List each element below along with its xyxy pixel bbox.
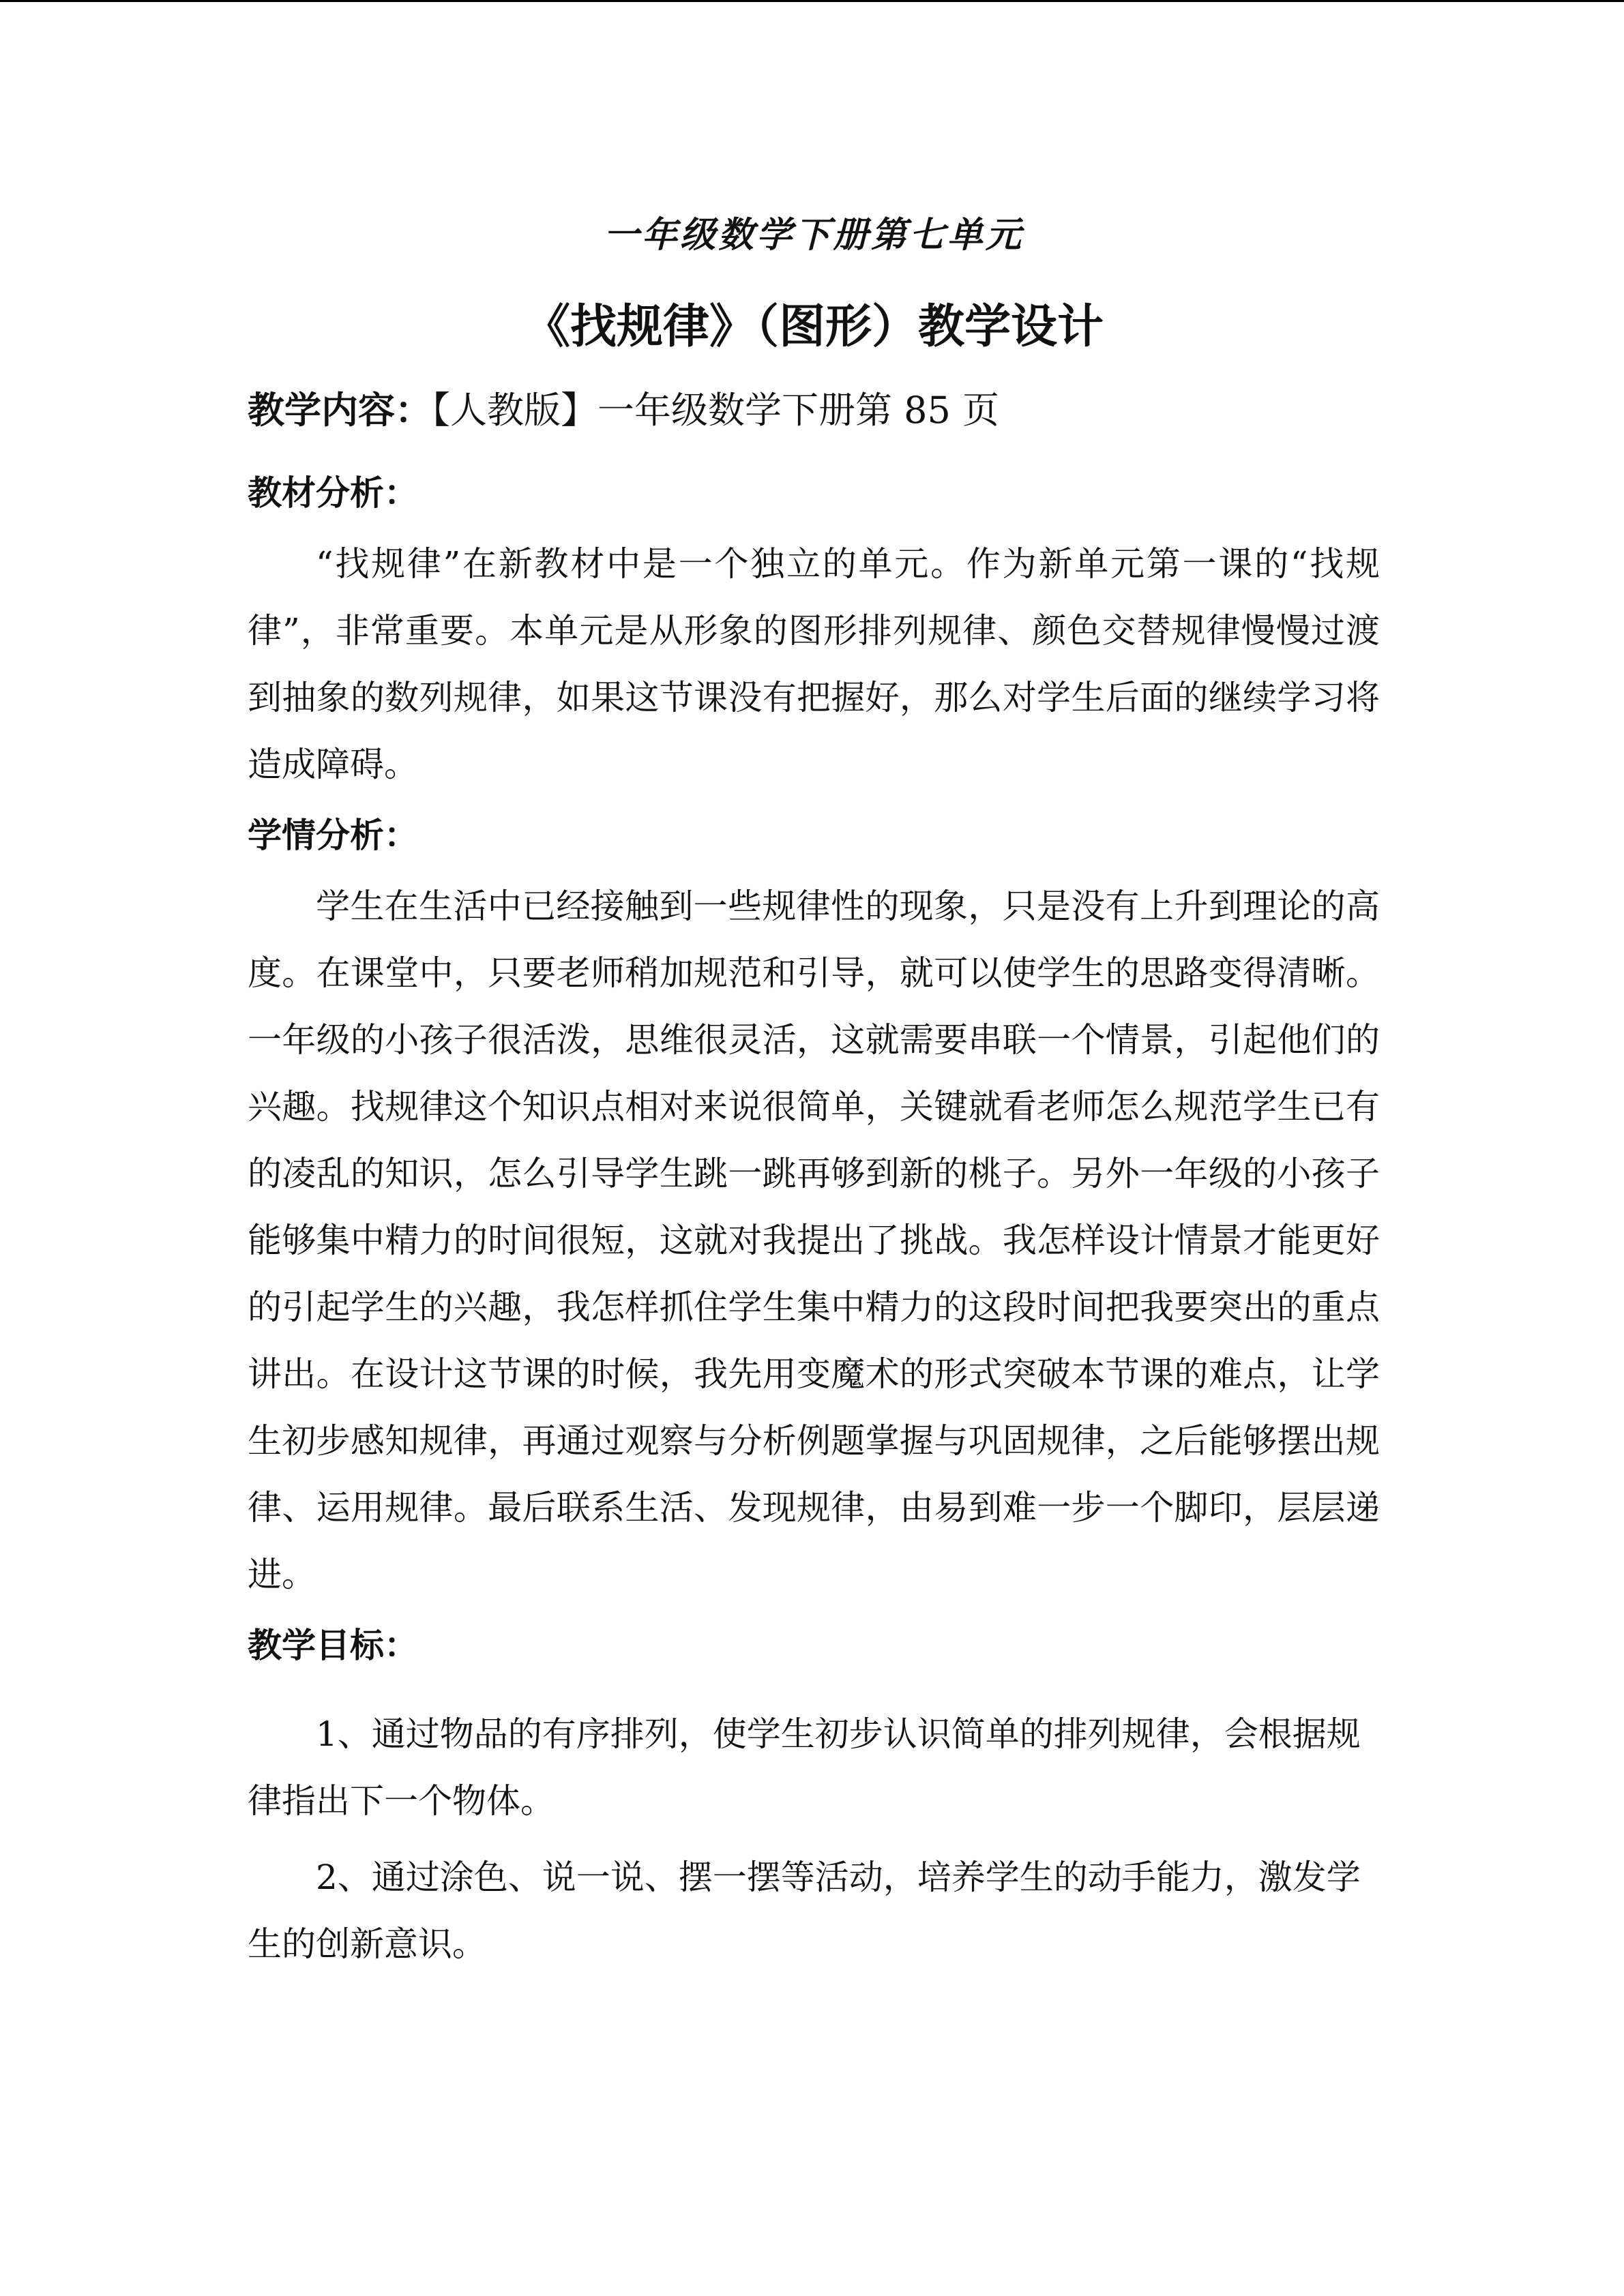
goal-item: 1、通过物品的有序排列，使学生初步认识简单的排列规律，会根据规律指出下一个物体。 <box>248 1714 1361 1821</box>
section-heading: 教材分析： <box>248 473 418 513</box>
teaching-content-label: 教学内容： <box>248 389 432 432</box>
section-paragraph: “找规律”在新教材中是一个独立的单元。作为新单元第一课的“找规律”，非常重要。本单元是从形象的图形排列规律、颜色交替规律慢慢过渡到抽象的数列规律，如果这节课没有把握好，那么对学生后面的继续学习将造成障碍。 <box>248 544 1380 784</box>
goal-item: 2、通过涂色、说一说、摆一摆等活动，培养学生的动手能力，激发学生的创新意识。 <box>248 1858 1361 1964</box>
teaching-content-line <box>248 375 1380 446</box>
section-student-analysis <box>248 798 1380 1608</box>
section-heading: 学情分析： <box>248 816 418 855</box>
section-material-analysis <box>248 456 1380 798</box>
unit-title: 一年级数学下册第七单元 <box>603 215 1024 256</box>
document-page <box>248 205 1380 1978</box>
teaching-content-value: 【人教版】一年级数学下册第 85 页 <box>432 389 1000 432</box>
section-paragraph: 学生在生活中已经接触到一些规律性的现象，只是没有上升到理论的高度。在课堂中，只要老师稍加规范和引导，就可以使学生的思路变得清晰。一年级的小孩子很活泼，思维很灵活，这就需要串联一个情景，引起他们的兴趣。找规律这个知识点相对来说很简单，关键就看老师怎么规范学生已有的凌乱的知识，怎么引导学生跳一跳再够到新的桃子。另外一年级的小孩子能够集中精力的时间很短，这就对我提出了挑战。我怎样设计情景才能更好的引起学生的兴趣，我怎样抓住学生集中精力的这段时间把我要突出的重点讲出。在设计这节课的时候，我先用变魔术的形式突破本节课的难点，让学生初步感知规律，再通过观察与分析例题掌握与巩固规律，之后能够摆出规律、运用规律。最后联系生活、发现规律，由易到难一步一个脚印，层层递进。 <box>248 886 1380 1594</box>
page-top-border <box>0 0 1624 2</box>
main-title: 《找规律》（图形）教学设计 <box>523 300 1104 354</box>
section-heading: 教学目标： <box>248 1626 418 1665</box>
section-teaching-goals <box>248 1608 1380 1978</box>
